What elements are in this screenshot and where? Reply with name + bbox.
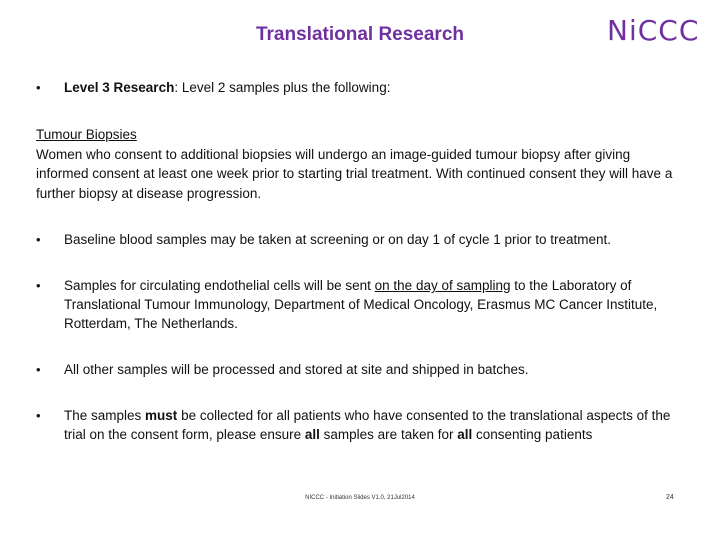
bullet-must-collect [36,406,686,444]
page-number: 24 [666,494,674,501]
tumour-biopsies-section [36,125,676,203]
tumour-biopsies-body: Women who consent to additional biopsies will undergo an image-guided tumour biopsy after giving informed consent at least one week prior to starting trial treatment. With continued consent they will have a further biopsy at disease progression. [36,146,673,201]
bullet-endothelial [36,276,686,333]
level3-label: Level 3 Research [64,80,175,95]
bullet-icon: • [36,408,41,423]
bullet-icon: • [36,362,41,377]
niccc-logo: NiCCC [607,14,700,47]
bullet-other-samples [36,360,686,379]
bullet-baseline [36,230,686,249]
page-title: Translational Research [255,24,465,45]
day-of-sampling: on the day of sampling [374,278,511,293]
tumour-biopsies-heading: Tumour Biopsies [36,127,137,142]
bullet-baseline-text: Baseline blood samples may be taken at screening or on day 1 of cycle 1 prior to treatment. [64,232,612,247]
bullet-icon: • [36,80,41,95]
bullet-endothelial-text: Samples for circulating endothelial cells will be sent on the day of sampling to the Laboratory of Translational Tumour Immunology, Department of Medical Oncology, Erasmus MC Cancer Institute, Rotterdam, The Netherlands. [64,278,658,331]
bullet-other-samples-text: All other samples will be processed and stored at site and shipped in batches. [64,362,529,377]
bullet-icon: • [36,278,41,293]
footer-text: NICCC - Initiation Slides V1.0, 21Jul2014 [305,495,415,501]
bullet-icon: • [36,232,41,247]
level3-bullet-item [36,78,686,97]
bullet-must-collect-text: The samples must be collected for all patients who have consented to the translational aspects of the trial on the consent form, please ensure all samples are taken for all consenting patients [64,408,671,442]
level3-text: Level 3 Research: Level 2 samples plus the following: [64,80,391,95]
